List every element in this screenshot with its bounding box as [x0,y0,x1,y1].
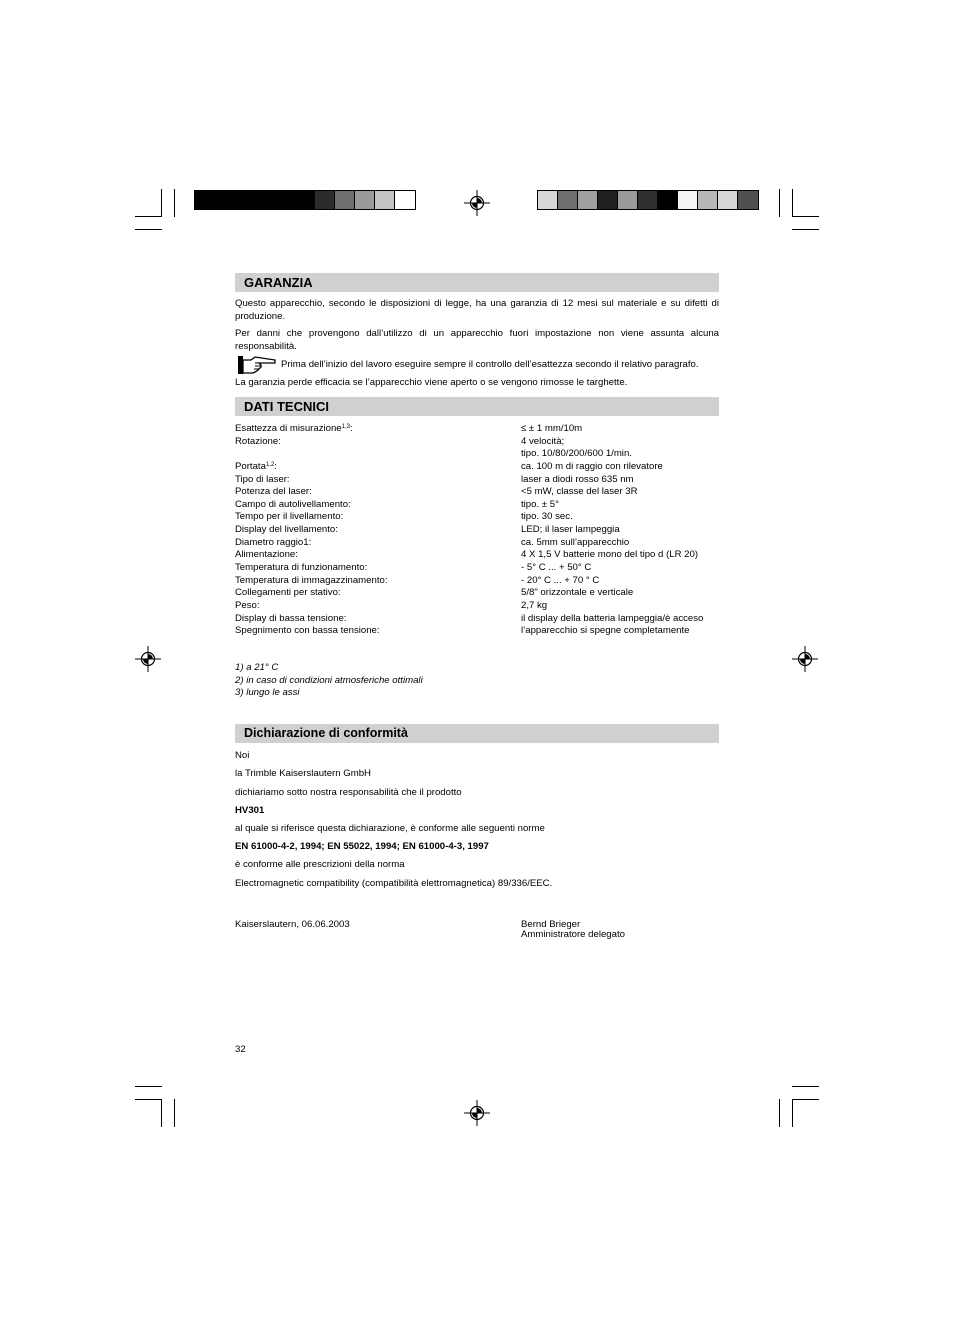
right-bar-swatch [698,191,718,209]
right-bar-swatch [578,191,598,209]
spec-label: Alimentazione: [235,549,298,561]
crop-mark-bottom-left-v [161,1099,162,1127]
spec-label: Rotazione: [235,435,281,447]
right-bar-swatch [678,191,698,209]
spec-label: Esattezza di misurazione$^{1,3}$: [235,423,353,434]
spec-value: LED; il laser lampeggia [521,524,620,536]
spec-value: tipo. 10/80/200/600 1/min. [521,448,632,460]
crop-mark-top-right-h2 [792,229,819,230]
spec-value: 4 velocità; [521,435,565,447]
page-number: 32 [235,1044,246,1055]
footnote: 3) lungo le assi [235,687,300,699]
spec-label: Collegamenti per stativo: [235,587,341,599]
color-calibration-bar-left [194,190,416,210]
right-bar-swatch [618,191,638,209]
left-bar-swatch [235,191,255,209]
pointing-hand-icon [237,355,277,375]
spec-value: l’apparecchio si spegne completamente [521,625,690,637]
garanzia-paragraph-1: Questo apparecchio, secondo le disposizioni di legge, ha una garanzia di 12 mesi sul materiale e su difetti di produzione. [235,298,719,322]
spec-value: il display della batteria lampeggia/è acceso [521,612,704,624]
crop-mark-top-left-h [135,216,162,217]
crop-mark-bottom-left-v2 [174,1099,175,1127]
spec-value: ≤ ± 1 mm/10m [521,423,583,434]
right-bar-swatch [718,191,738,209]
left-bar-swatch [255,191,275,209]
spec-value: ca. 5mm sull’apparecchio [521,536,630,548]
right-bar-swatch [638,191,658,209]
signer-name: Bernd Brieger [521,919,581,930]
spec-value: - 5° C ... + 50° C [521,562,592,574]
spec-label: Display del livellamento: [235,524,338,536]
left-bar-swatch [375,191,395,209]
section-heading-dati-tecnici: DATI TECNICI [235,397,719,416]
spec-label: Peso: [235,599,260,611]
spec-label: Portata$^{1,2}$: [235,460,277,472]
spec-value: - 20° C ... + 70 ° C [521,574,600,586]
crop-mark-top-right-h [792,216,819,217]
spec-value: 2,7 kg [521,599,548,611]
spec-label: Temperatura di funzionamento: [235,562,368,574]
conformity-line: Noi [235,750,250,761]
spec-label: Temperatura di immagazzinamento: [235,574,388,586]
right-bar-swatch [598,191,618,209]
conformity-line: Electromagnetic compatibility (compatibilità elettromagnetica) 89/336/EEC. [235,878,553,889]
spec-label: Tempo per il livellamento: [235,511,344,523]
conformity-line: EN 61000-4-2, 1994; EN 55022, 1994; EN 61000-4-3, 1997 [235,841,489,852]
signer-title: Amministratore delegato [521,929,625,940]
section-heading-conformita: Dichiarazione di conformità [235,724,719,743]
spec-label: Tipo di laser: [235,473,290,485]
left-bar-swatch [215,191,235,209]
spec-label: Display di bassa tensione: [235,612,347,624]
spec-label: Campo di autolivellamento: [235,498,351,510]
crop-mark-bottom-right-v [779,1099,780,1127]
specs-label-column [235,423,388,638]
left-bar-swatch [355,191,375,209]
crop-mark-top-right-v [779,189,780,217]
section-heading-garanzia: GARANZIA [235,273,719,292]
crop-mark-bottom-right-h [792,1086,819,1087]
footnote: 2) in caso di condizioni atmosferiche ottimali [235,674,423,686]
place-date: Kaiserslautern, 06.06.2003 [235,919,350,930]
spec-value: tipo. ± 5° [521,498,559,510]
registration-mark-bottom-icon [464,1100,490,1126]
spec-label: Diametro raggio1: [235,536,312,548]
spec-value: ca. 100 m di raggio con rilevatore [521,460,663,472]
color-calibration-bar-right [537,190,759,210]
crop-mark-bottom-left-h [135,1086,162,1087]
conformity-line: dichiariamo sotto nostra responsabilità che il prodotto [235,787,462,798]
conformity-line: la Trimble Kaiserslautern GmbH [235,768,371,779]
spec-value: tipo. 30 sec. [521,511,573,523]
right-bar-swatch [558,191,578,209]
right-bar-swatch [538,191,558,209]
spec-label: Potenza del laser: [235,486,312,498]
crop-mark-bottom-right-v2 [792,1099,793,1127]
registration-mark-right-icon [792,646,818,672]
left-bar-swatch [295,191,315,209]
spec-label [235,448,388,461]
spec-value: <5 mW, classe del laser 3R [521,486,638,498]
right-bar-swatch [658,191,678,209]
conformity-line: al quale si riferisce questa dichiarazione, è conforme alle seguenti norme [235,823,545,834]
crop-mark-top-right-v2 [792,189,793,217]
crop-mark-top-left-h2 [135,229,162,230]
crop-mark-bottom-left-h2 [135,1099,162,1100]
left-bar-swatch [315,191,335,209]
spec-value: laser a diodi rosso 635 nm [521,473,634,485]
spec-value: 5/8" orizzontale e verticale [521,587,634,599]
footnote: 1) a 21° C [235,662,279,673]
registration-mark-top-icon [464,190,490,216]
garanzia-paragraph-3: La garanzia perde efficacia se l’apparecchio viene aperto o se vengono rimosse le targhette. [235,377,628,388]
left-bar-swatch [335,191,355,209]
conformity-line: HV301 [235,805,265,816]
spec-label: Spegnimento con bassa tensione: [235,625,380,637]
right-bar-swatch [738,191,758,209]
footnotes [235,662,423,700]
garanzia-paragraph-2: Per danni che provengono dall’utilizzo di un apparecchio fuori impostazione non viene assunta alcuna responsabilità. [235,328,719,352]
crop-mark-top-left-v [161,189,162,217]
left-bar-swatch [395,191,415,209]
registration-mark-left-icon [135,646,161,672]
spec-value: 4 X 1,5 V batterie mono del tipo d (LR 20) [521,549,699,561]
crop-mark-bottom-right-h2 [792,1099,819,1100]
left-bar-swatch [275,191,295,209]
left-bar-swatch [195,191,215,209]
specs-value-column [521,423,703,638]
crop-mark-top-left-v2 [174,189,175,217]
conformity-line: è conforme alle prescrizioni della norma [235,859,405,870]
garanzia-note: Prima dell’inizio del lavoro eseguire sempre il controllo dell’esattezza secondo il relativo paragrafo. [281,359,699,370]
